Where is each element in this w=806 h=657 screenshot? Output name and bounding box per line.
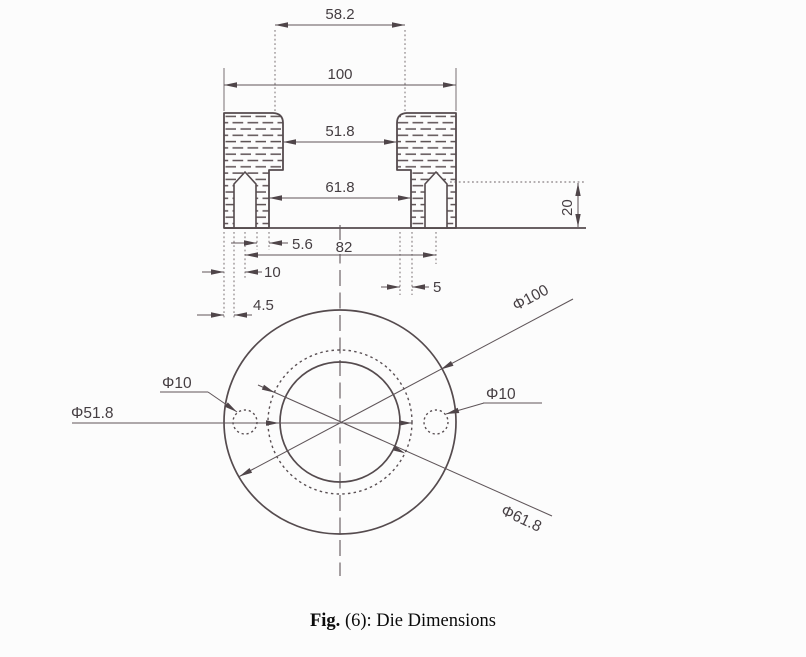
dim-label-edge-to-hole: 4.5 [253,297,274,314]
arrowhead [234,312,247,317]
dim-label-hole-depth: 20 [559,199,576,216]
arrowhead [398,195,411,200]
dim-label-outer-width: 100 [327,66,353,83]
arrowhead [399,420,412,425]
arrowhead [384,139,397,144]
arrowhead [443,82,456,87]
arrowhead [211,269,224,274]
dimension-lines [72,25,578,516]
arrowhead [269,195,282,200]
arrowhead [262,385,275,393]
dia-label-hole-left: Φ10 [162,375,192,392]
arrowhead [575,183,580,196]
arrowhead [446,408,459,414]
arrowhead [245,252,258,257]
hole-right-circle-dotted [424,410,448,434]
section-hole-right [425,172,447,228]
arrowhead [441,361,454,370]
arrowhead [239,468,252,477]
arrowhead [225,402,237,412]
arrowhead [211,312,224,317]
dim-line-dia-61-8 [258,385,552,516]
figure-caption [0,611,806,632]
dia-label-counterbore: Φ61.8 [498,502,545,536]
arrowhead [224,82,237,87]
arrowhead [412,284,425,289]
arrowhead [423,252,436,257]
dia-label-hole-right: Φ10 [486,386,516,403]
arrowhead [275,22,288,27]
dia-label-bore: Φ51.8 [71,405,114,422]
dim-label-edge-to-hole-center: 10 [264,264,281,281]
dim-label-bore-top: 51.8 [325,123,355,140]
dim-label-top-opening: 58.2 [325,6,355,23]
arrowhead [269,240,282,245]
dim-label-bore-bottom: 61.8 [325,179,355,196]
hole-left-circle-dotted [233,410,257,434]
arrowhead [266,420,279,425]
arrowhead [387,284,400,289]
figure-caption-label: Fig. [309,611,341,631]
arrowhead [575,214,580,227]
arrowhead [283,139,296,144]
arrowhead [392,22,405,27]
dim-label-web: 5.6 [292,236,313,253]
dia-label-outer: Φ100 [509,281,552,315]
dim-label-hole-spacing: 82 [335,239,353,256]
dim-label-step: 5 [433,279,442,296]
section-hole-left [234,172,256,228]
arrowhead [245,269,258,274]
figure-caption-text: (6): Die Dimensions [340,611,496,631]
section-view [224,113,586,228]
arrowheads [211,22,581,476]
arrowhead [244,240,257,245]
